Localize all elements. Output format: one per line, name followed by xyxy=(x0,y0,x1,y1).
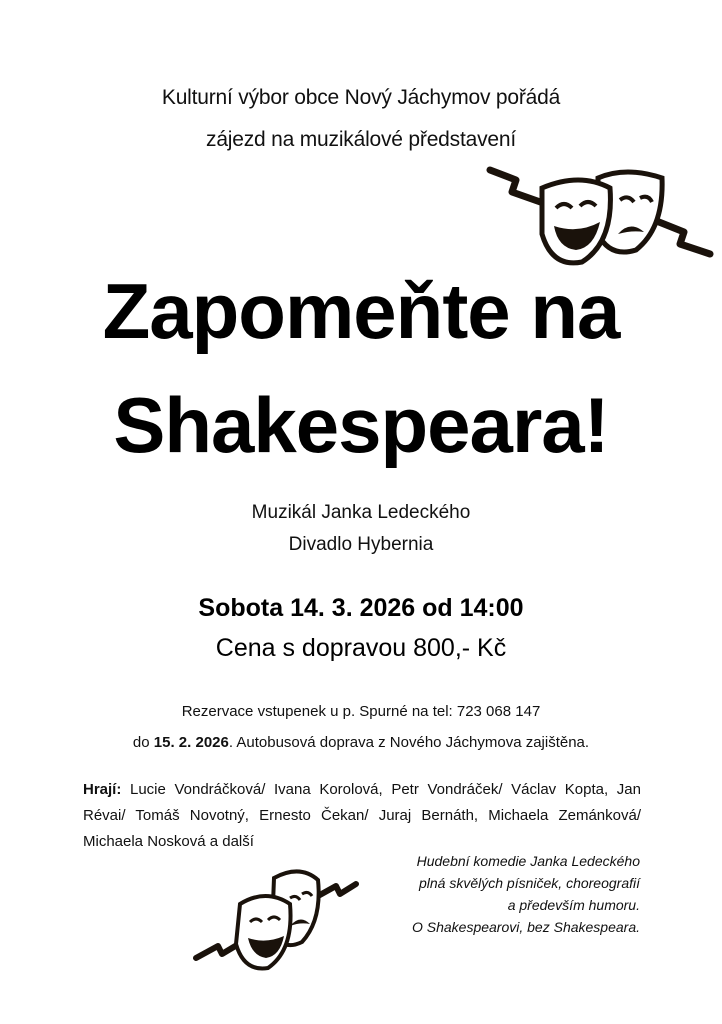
cast-label: Hrají: xyxy=(83,781,122,798)
description-blurb xyxy=(340,850,640,938)
musical-author: Muzikál Janka Ledeckého xyxy=(251,502,471,523)
page-title-line-1: Zapomeňte na xyxy=(102,267,620,355)
intro-line-1: Kulturní výbor obce Nový Jáchymov pořádá xyxy=(161,86,561,109)
blurb-line-1: Hudební komedie Janka Ledeckého xyxy=(416,853,640,869)
reservation-line-1: Rezervace vstupenek u p. Spurné na tel: 723 068 147 xyxy=(181,703,541,720)
reservation-prefix: do xyxy=(132,734,154,751)
theater-masks-icon xyxy=(190,860,360,975)
blurb-line-3: a především humoru. xyxy=(507,897,640,913)
blurb-line-4: O Shakespearovi, bez Shakespeara. xyxy=(411,919,640,935)
page-title-line-2: Shakespeara! xyxy=(113,381,609,469)
theater-masks-icon xyxy=(486,158,716,273)
venue: Divadlo Hybernia xyxy=(288,534,434,555)
cast-names: Lucie Vondráčková/ Ivana Korolová, Petr Vondráček/ Václav Kopta, Jan Révai/ Tomáš Novotný, Ernesto Čekan/ Juraj Bernáth, Michaela Zemánková/ Michaela Nosková a další xyxy=(83,781,641,850)
reservation-deadline: 15. 2. 2026 xyxy=(153,734,229,751)
reservation-suffix: . Autobusová doprava z Nového Jáchymova zajištěna. xyxy=(228,734,590,751)
blurb-line-2: plná skvělých písniček, choreografií xyxy=(419,875,640,891)
event-datetime: Sobota 14. 3. 2026 od 14:00 xyxy=(198,594,524,622)
cast-list xyxy=(83,777,641,855)
event-price: Cena s dopravou 800,- Kč xyxy=(215,634,507,662)
reservation-line-2 xyxy=(0,734,722,751)
intro-line-2: zájezd na muzikálové představení xyxy=(206,128,516,151)
